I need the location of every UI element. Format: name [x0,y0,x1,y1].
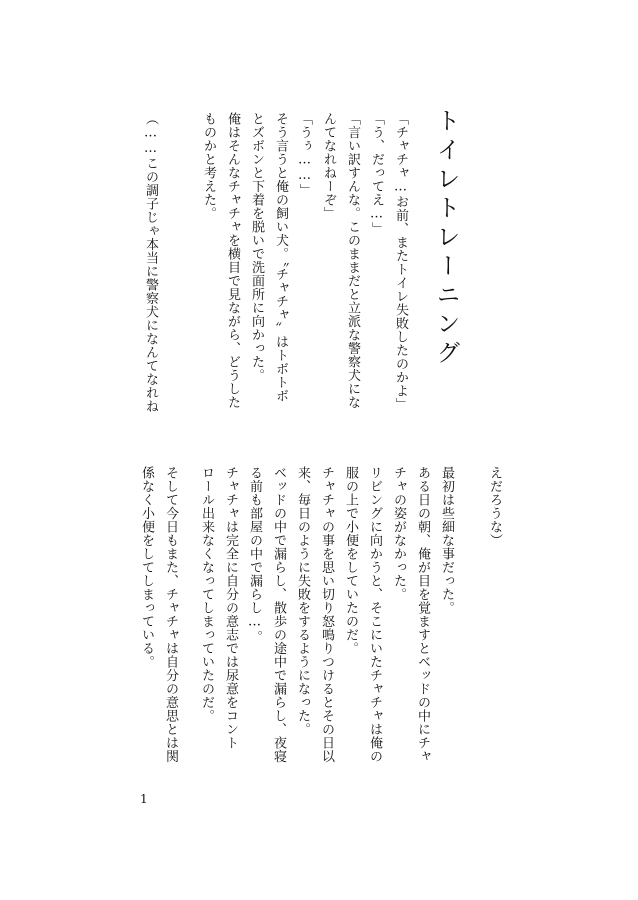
lower-line-13: ロール出来なくなってしまっていたのだ。 [199,466,214,723]
lower-line-1: えだろうな） [487,466,502,547]
upper-line-4: んてなれねーぞ」 [321,112,336,220]
lower-line-5: チャの姿がなかった。 [391,466,406,601]
lower-line-11: る前も部屋の中で漏らし…。 [247,466,262,644]
upper-line-8: 俺はそんなチャチャを横目で見ながら、どうした [225,112,240,409]
lower-line-9: 来、毎日のように失敗をするようになった。 [295,466,310,736]
lower-line-4: ある日の朝、俺が目を覚ますとベッドの中にチャ [415,466,430,763]
lower-line-8: チャチャの事を思い切り怒鳴りつけるとその日以 [319,466,334,763]
page-number: 1 [140,792,148,806]
upper-line-7: とズボンと下着を脱いで洗面所に向かった。 [249,112,264,382]
upper-line-11: （……この調子じゃ本当に警察犬になんてなれね [143,112,158,413]
upper-line-5: 「うぅ……」 [297,112,312,197]
lower-line-12: チャチャは完全に自分の意志では尿意をコント [223,466,238,750]
lower-line-3: 最初は些細な事だった。 [439,466,454,615]
lower-line-7: 服の上で小便をしていたのだ。 [343,466,358,655]
story-title: トイレトレーニング [432,108,460,369]
upper-line-3: 「言い訳すんな。このままだと立派な警察犬にな [345,112,360,409]
upper-line-9: ものかと考えた。 [201,112,216,220]
lower-line-16: 係なく小便をしてしまっている。 [139,466,154,669]
upper-line-1: 「チャチャ…お前、またトイレ失敗したのかよ」 [393,112,408,411]
upper-line-6: そう言うと俺の飼い犬。〝チャチャ〟はトボトボ [273,112,288,403]
upper-line-2: 「う、だってえ…」 [369,112,384,236]
lower-line-6: リビングに向かうと、そこにいたチャチャは俺の [367,466,382,763]
lower-line-15: そして今日もまた、チャチャは自分の意思とは関 [163,466,178,763]
lower-line-10: ベッドの中で漏らし、散歩の途中で漏らし、夜寝 [271,466,286,763]
